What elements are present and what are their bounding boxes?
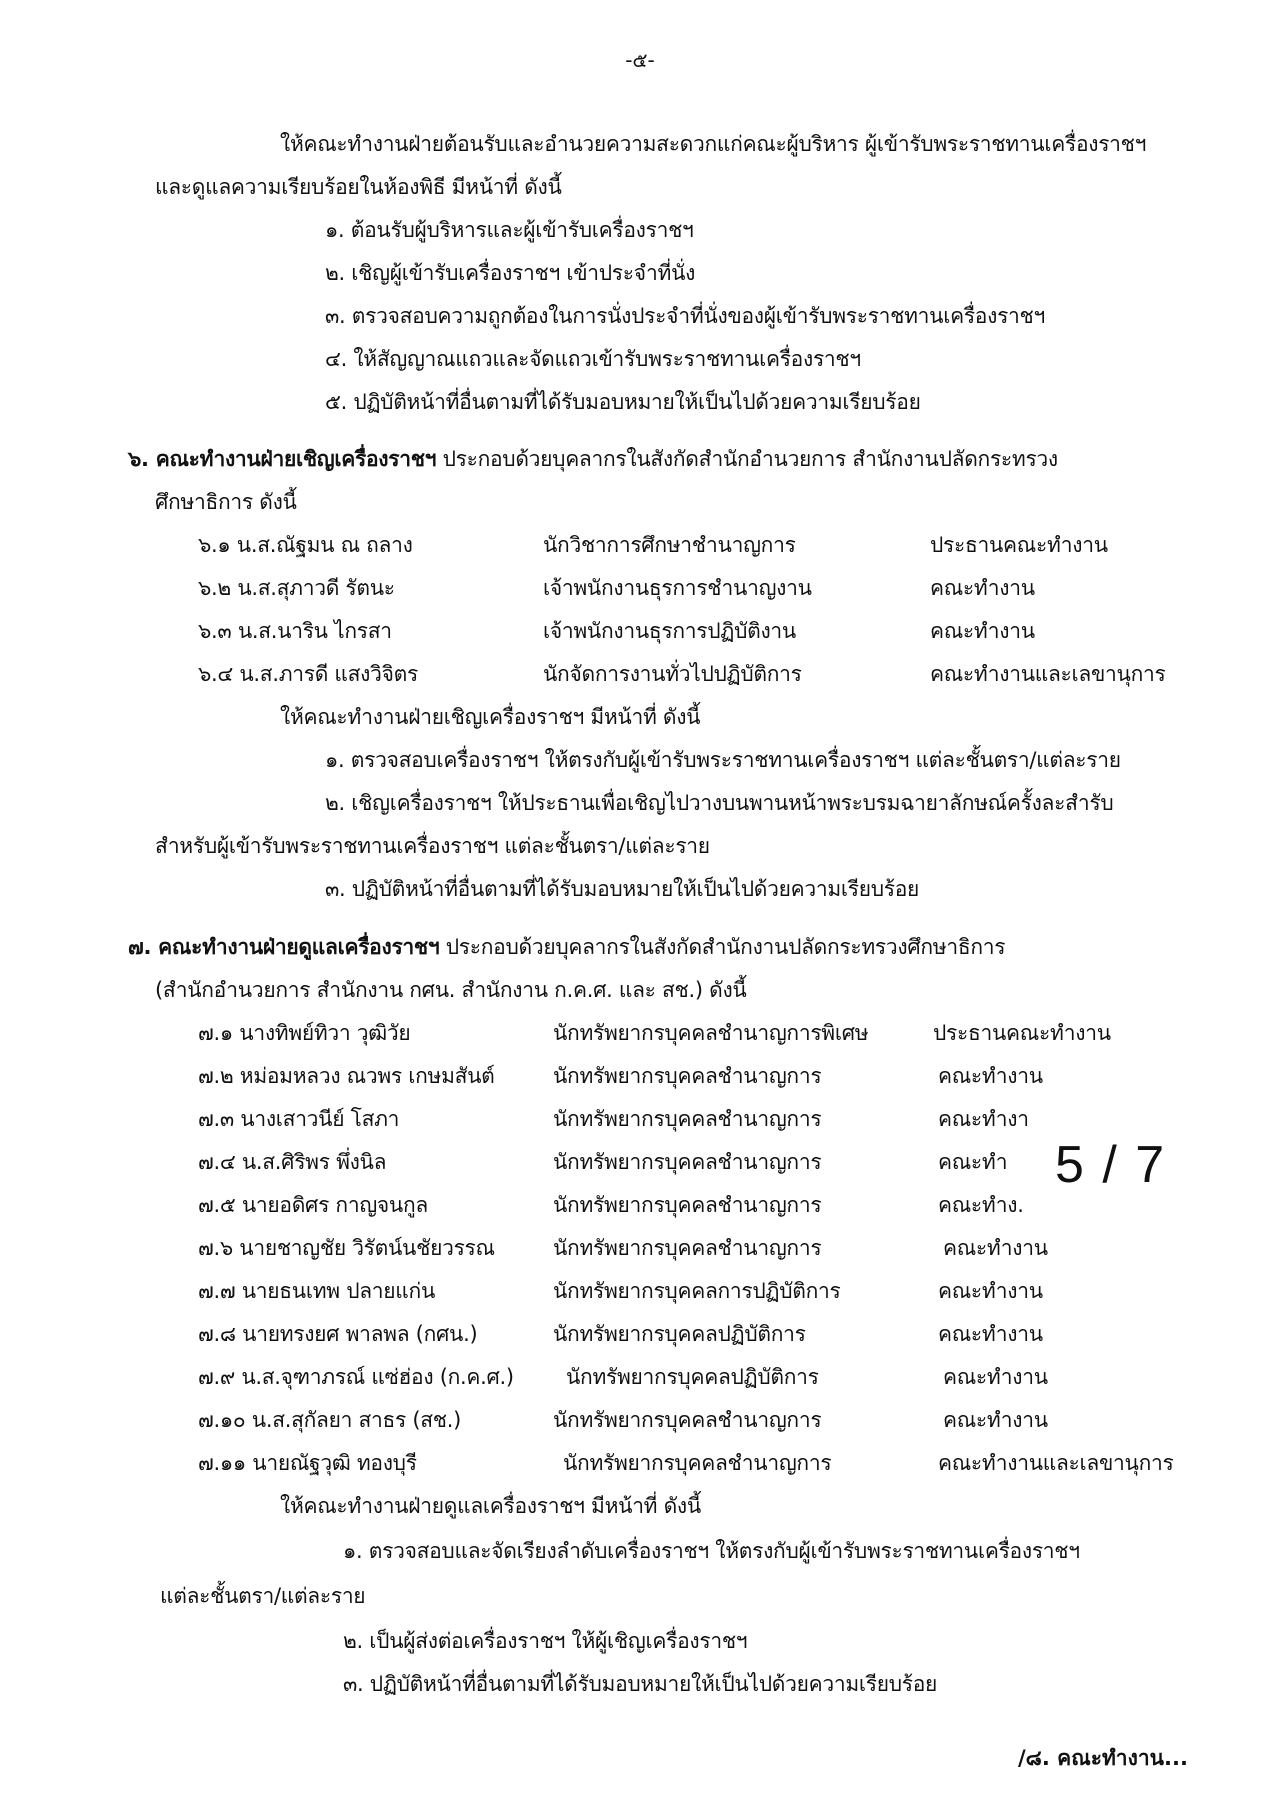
member-position: นักทรัพยากรบุคคลชำนาญการพิเศษ [553, 1021, 869, 1045]
member-position: นักวิชาการศึกษาชำนาญการ [543, 533, 796, 557]
section6-duty-2-line-1: ๒. เชิญเครื่องราชฯ ให้ประธานเพื่อเชิญไปวางบนพานหน้าพระบรมฉายาลักษณ์ครั้งละสำรับ [325, 791, 1114, 815]
member-position: นักทรัพยากรบุคคลปฏิบัติการ [566, 1365, 819, 1389]
member-role: คณะทำงาน [930, 619, 1035, 643]
section6-duties-intro: ให้คณะทำงานฝ่ายเชิญเครื่องราชฯ มีหน้าที่ ดังนี้ [280, 705, 701, 729]
member-name: ๖.๒ น.ส.สุภาวดี รัตนะ [198, 576, 395, 600]
section6-heading [128, 445, 1058, 473]
member-position: นักทรัพยากรบุคคลชำนาญการ [553, 1150, 822, 1174]
section6-duty-2-line-2: สำหรับผู้เข้ารับพระราชทานเครื่องราชฯ แต่ละชั้นตรา/แต่ละราย [155, 834, 710, 858]
intro-line-2: และดูแลความเรียบร้อยในห้องพิธี มีหน้าที่ ดังนี้ [155, 175, 562, 199]
member-position: นักทรัพยากรบุคคลชำนาญการ [553, 1193, 822, 1217]
intro-duty-5: ๕. ปฏิบัติหน้าที่อื่นตามที่ได้รับมอบหมายให้เป็นไปด้วยความเรียบร้อย [325, 390, 921, 414]
member-position: เจ้าพนักงานธุรการปฏิบัติงาน [543, 619, 796, 643]
member-position: เจ้าพนักงานธุรการชำนาญงาน [543, 576, 812, 600]
member-name: ๗.๒ หม่อมหลวง ณวพร เกษมสันต์ [198, 1064, 495, 1088]
member-name: ๗.๑๐ น.ส.สุกัลยา สาธร (สช.) [198, 1408, 461, 1432]
member-role: คณะทำงาน [943, 1408, 1048, 1432]
section7-duties-intro: ให้คณะทำงานฝ่ายดูแลเครื่องราชฯ มีหน้าที่ ดังนี้ [280, 1494, 701, 1518]
section6-heading-title: ๖. คณะทำงานฝ่ายเชิญเครื่องราชฯ [128, 447, 437, 471]
section7-heading-title: ๗. คณะทำงานฝ่ายดูแลเครื่องราชฯ [128, 935, 440, 959]
member-name: ๗.๘ นายทรงยศ พาลพล (กศน.) [198, 1322, 478, 1346]
section6-heading-line-2: ศึกษาธิการ ดังนี้ [155, 490, 297, 514]
continuation-footer: /๘. คณะทำงาน... [1018, 1746, 1188, 1770]
member-name: ๗.๑ นางทิพย์ทิวา วุฒิวัย [198, 1021, 411, 1045]
section7-duty-3: ๓. ปฏิบัติหน้าที่อื่นตามที่ได้รับมอบหมายให้เป็นไปด้วยความเรียบร้อย [343, 1672, 938, 1696]
page-number: -๕- [625, 48, 655, 72]
member-role: คณะทำงาน [943, 1365, 1048, 1389]
section6-heading-desc: ประกอบด้วยบุคลากรในสังกัดสำนักอำนวยการ สำนักงานปลัดกระทรวง [442, 447, 1058, 471]
member-role: ประธานคณะทำงาน [930, 533, 1108, 557]
member-name: ๖.๓ น.ส.นาริน ไกรสา [198, 619, 392, 643]
member-name: ๖.๑ น.ส.ณัฐมน ณ ถลาง [198, 533, 413, 557]
member-name: ๗.๑๑ นายณัฐวุฒิ ทองบุรี [198, 1451, 417, 1475]
member-name: ๗.๖ นายชาญชัย วิรัตน์นชัยวรรณ [198, 1236, 495, 1260]
member-role: คณะทำงาน [938, 1064, 1043, 1088]
member-position: นักทรัพยากรบุคคลชำนาญการ [553, 1064, 822, 1088]
member-role: คณะทำง. [938, 1193, 1024, 1217]
section6-duty-3: ๓. ปฏิบัติหน้าที่อื่นตามที่ได้รับมอบหมายให้เป็นไปด้วยความเรียบร้อย [325, 877, 920, 901]
member-position: นักทรัพยากรบุคคลชำนาญการ [553, 1408, 822, 1432]
section6-duty-1: ๑. ตรวจสอบเครื่องราชฯ ให้ตรงกับผู้เข้ารับพระราชทานเครื่องราชฯ แต่ละชั้นตรา/แต่ละราย [325, 748, 1121, 772]
intro-duty-4: ๔. ให้สัญญาณแถวและจัดแถวเข้ารับพระราชทานเครื่องราชฯ [325, 347, 861, 371]
member-name: ๗.๔ น.ส.ศิริพร พึ่งนิล [198, 1150, 387, 1174]
member-role: คณะทำงานและเลขานุการ [930, 662, 1166, 686]
member-role: ประธานคณะทำงาน [933, 1021, 1111, 1045]
member-role: คณะทำงา [938, 1107, 1029, 1131]
member-role: คณะทำ [938, 1150, 1008, 1174]
section7-duty-1-line-1: ๑. ตรวจสอบและจัดเรียงลำดับเครื่องราชฯ ให้ตรงกับผู้เข้ารับพระราชทานเครื่องราชฯ [343, 1539, 1080, 1563]
member-role: คณะทำงานและเลขานุการ [938, 1451, 1174, 1475]
section7-heading-line-2: (สำนักอำนวยการ สำนักงาน กศน. สำนักงาน ก.ค.ศ. และ สช.) ดังนี้ [155, 978, 747, 1002]
member-position: นักจัดการงานทั่วไปปฏิบัติการ [543, 662, 802, 686]
member-position: นักทรัพยากรบุคคลการปฏิบัติการ [553, 1279, 841, 1303]
member-name: ๗.๕ นายอดิศร กาญจนกูล [198, 1193, 428, 1217]
member-position: นักทรัพยากรบุคคลชำนาญการ [553, 1107, 822, 1131]
intro-duty-1: ๑. ต้อนรับผู้บริหารและผู้เข้ารับเครื่องราชฯ [325, 218, 694, 242]
member-position: นักทรัพยากรบุคคลชำนาญการ [553, 1236, 822, 1260]
member-name: ๗.๗ นายธนเทพ ปลายแก่น [198, 1279, 435, 1303]
member-role: คณะทำงาน [938, 1279, 1043, 1303]
section7-heading [128, 933, 1005, 961]
intro-line-1: ให้คณะทำงานฝ่ายต้อนรับและอำนวยความสะดวกแก่คณะผู้บริหาร ผู้เข้ารับพระราชทานเครื่องราชฯ [280, 132, 1147, 156]
section7-duty-1-line-2: แต่ละชั้นตรา/แต่ละราย [160, 1584, 366, 1608]
member-position: นักทรัพยากรบุคคลชำนาญการ [563, 1451, 832, 1475]
intro-duty-3: ๓. ตรวจสอบความถูกต้องในการนั่งประจำที่นั่งของผู้เข้ารับพระราชทานเครื่องราชฯ [325, 304, 1045, 328]
member-role: คณะทำงาน [930, 576, 1035, 600]
member-name: ๖.๔ น.ส.ภารดี แสงวิจิตร [198, 662, 418, 686]
member-name: ๗.๓ นางเสาวนีย์ โสภา [198, 1107, 400, 1131]
section7-heading-desc: ประกอบด้วยบุคลากรในสังกัดสำนักงานปลัดกระทรวงศึกษาธิการ [445, 935, 1006, 959]
page-indicator-overlay: 5 / 7 [1055, 1136, 1167, 1194]
member-name: ๗.๙ น.ส.จุฑาภรณ์ แซ่ฮ่อง (ก.ค.ศ.) [198, 1365, 514, 1389]
member-role: คณะทำงาน [943, 1236, 1048, 1260]
intro-duty-2: ๒. เชิญผู้เข้ารับเครื่องราชฯ เข้าประจำที่นั่ง [325, 261, 696, 285]
member-position: นักทรัพยากรบุคคลปฏิบัติการ [553, 1322, 806, 1346]
member-role: คณะทำงาน [938, 1322, 1043, 1346]
section7-duty-2: ๒. เป็นผู้ส่งต่อเครื่องราชฯ ให้ผู้เชิญเครื่องราชฯ [343, 1629, 748, 1653]
